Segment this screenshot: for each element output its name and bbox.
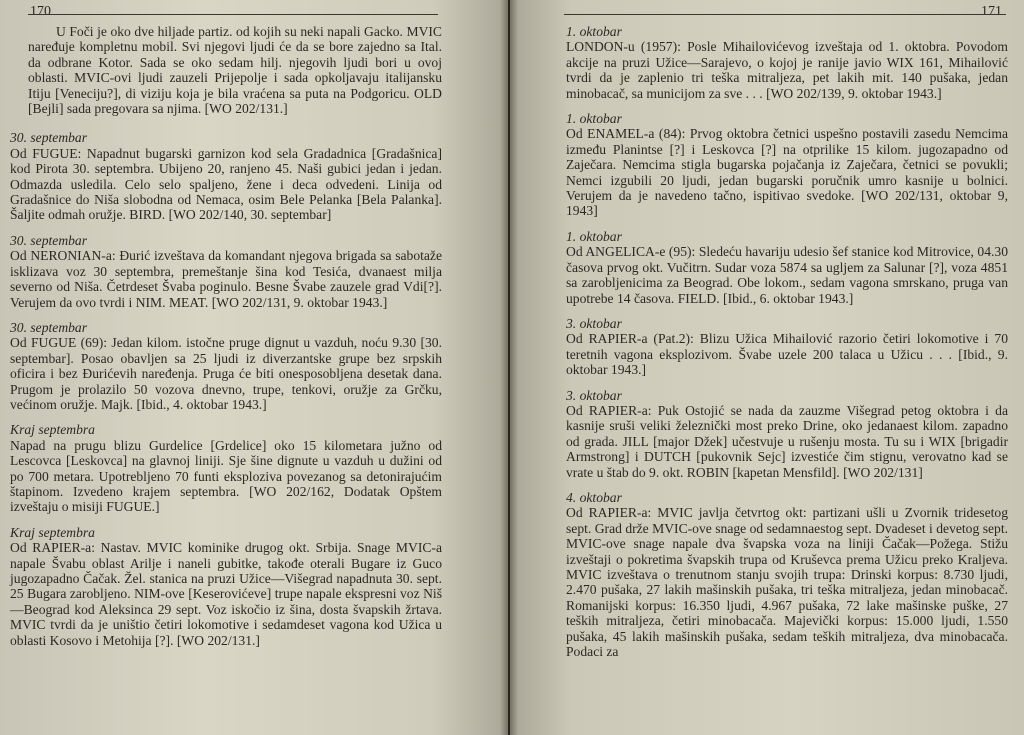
entry-text: Od FUGUE: Napadnut bugarski garnizon kod sela Gradadnica [Gradašnica] kod Pirota 30. septembra. Ubijeno 20, ranjeno 45. Naši gubici jedan i jedan. Odmazda usledila. Celo selo spaljeno, žene i deca odvedeni. Linija od Gradašnice do Niša slobodna od Nemaca, osim Bele Pelanka [Bela Palanka]. Šaljite odmah oružje. BIRD. [WO 202/140, 30. septembar] [10, 145, 442, 223]
entry-text: Od RAPIER-a (Pat.2): Blizu Užica Mihailović razorio četiri lokomotive i 70 teretnih vagona eksplozivom. Švabe uzele 200 talaca u Užicu . . . [Ibid., 9. oktobar 1943.] [566, 331, 1008, 378]
header-rule-left [28, 14, 438, 15]
entry [10, 422, 442, 514]
entry [566, 229, 1008, 306]
entry-text: Od RAPIER-a: MVIC javlja četvrtog okt: partizani ušli u Zvornik tridesetog sept. Grad drže MVIC-ove snage od sedamnaestog sept. Dvadeset i devetog sept. MVIC-ove snage napale dva švapska voza na liniji Čačak—Požega. Stižu izveštaji o pokretima švapskih trupa od Kruševca prema Užicu preko Kraljeva. MVIC izveštava o trenutnom stanju svojih trupa: Drinski korpus: 8.730 ljudi, 2.470 pušaka, 27 lakih mašinskih pušaka, tri teška mitraljeza, jedan minobacač. Romanijski korpus: 16.350 ljudi, 4.967 pušaka, 72 lake mašinske puške, 27 teških mitraljeza, četiri minobacača. Majevički korpus: 15.000 ljudi, 1.550 pušaka, 45 lakih mašinskih pušaka, sedam teških mitraljeza, dva minobacača. Podaci za [566, 505, 1008, 660]
right-page [510, 0, 1024, 735]
page-number-left: 170 [30, 4, 51, 19]
entry-text: Od FUGUE (69): Jedan kilom. istočne pruge dignut u vazduh, noću 9.30 [30. septembar]. Posao obavljen sa 25 ljudi iz diverzantske grupe bez srpskih oficira i bez Đurićevih naređenja. Pruga će biti onesposobljena desetak dana. Prugom je prolazilo 50 vozova dnevno, trupe, tenkovi, oružje za Grčku, većinom oružje. Majk. [Ibid., 4. oktobar 1943.] [10, 335, 442, 412]
continued-paragraph: U Foči je oko dve hiljade partiz. od kojih su neki napali Gacko. MVIC naređuje kompletnu mobil. Svi njegovi ljudi će da se bore zajedno sa Ital. da odbrane Kotor. Sada se oko sedam hilj. njegovih ljudi bori u ovoj oblasti. MVIC-ovi ljudi zauzeli Prijepolje i sada opkoljavaju italijansku Itiju [Veneciju?], di viziju koja je bila vraćena sa puta na Podgoricu. OLD [Bejli] sada pregovara sa njima. [WO 202/131.] [28, 24, 442, 117]
entry [10, 233, 442, 310]
header-rule-right [564, 14, 1006, 15]
entry-date: 1. oktobar [566, 24, 622, 39]
book-gutter [500, 0, 518, 735]
entry-text: Od ANGELICA-e (95): Sledeću havariju udesio šef stanice kod Mitrovice, 04.30 časova prvog okt. Vučitrn. Sudar voza 5874 sa ugljem za Salunar [?], voza 4851 sa zarobljenicima za Beograd. Obe lokom., sedam vagona smrskano, pruga van upotrebe 14 časova. FIELD. [Ibid., 6. oktobar 1943.] [566, 244, 1008, 306]
entry [566, 24, 1008, 101]
entry-date: 3. oktobar [566, 387, 622, 403]
entry-text: Od RAPIER-a: Puk Ostojić se nada da zauzme Višegrad petog oktobra i da kasnije sruši veliki železnički most preko Drine, oko jedanaest kilom. zapadno od grada. JILL [major Džek] učestvuje u rušenju mosta. Tu su i WIX [brigadir Armstrong] i DUTCH [pukovnik Sejc] izvestiće čim stignu, verovatno kad se vrate u štab do 9. okt. ROBIN [kapetan Mensfild]. [WO 202/131] [566, 402, 1008, 480]
entry-date: Kraj septembra [10, 524, 95, 540]
entry-date: 4. oktobar [566, 489, 622, 505]
entry-text: Od RAPIER-a: Nastav. MVIC kominike drugog okt. Srbija. Snage MVIC-a napale Švabu oblast Arilje i naneli gubitke, takođe oterali Bugare iz Guco jugozapadno Čačak. Žel. stanica na pruzi Užice—Višegrad napadnuta 30. sept. 25 Bugara zarobljeno. NIM-ove [Keserovićeve] trupe napale ekspresni voz Niš—Beograd kod Aleksinca 29 sept. Voz iskočio iz šina, dosta švapskih žrtava. MVIC tvrdi da je uništio četiri lokomotive i sedamdeset vagona kod Užica u oblasti Kosovo i Metohija [?]. [WO 202/131.] [10, 540, 442, 648]
entry-date: Kraj septembra [10, 422, 95, 438]
entry [566, 316, 1008, 378]
entry [566, 490, 1008, 659]
entry-date: 1. oktobar [566, 111, 622, 127]
entry [10, 130, 442, 222]
entry [566, 388, 1008, 480]
left-page [0, 0, 508, 735]
entry-date: 30. septembar [10, 130, 88, 146]
entry [566, 111, 1008, 219]
entry-date: 30. septembar [10, 232, 88, 248]
entry-date: 30. septembar [10, 319, 88, 335]
entry [10, 320, 442, 412]
page-number-right: 171 [981, 4, 1002, 19]
right-text-column [566, 24, 1008, 669]
entry-text: Napad na prugu blizu Gurdelice [Grdelice] oko 15 kilometara južno od Lescovca [Leskovca] na glavnoj liniji. Sje šine dignute u vazduh u dužini od po 700 metara. Upotrebljeno 70 funti eksploziva povezanog sa detonirajućim štapinom. Izvedeno krajem septembra. [WO 202/162, Dodatak Opštem izveštaju o misiji FUGUE.] [10, 437, 442, 515]
left-text-column [10, 24, 442, 658]
entry-text: LONDON-u (1957): Posle Mihailovićevog izveštaja od 1. oktobra. Povodom akcije na pruzi Užice—Sarajevo, o kojoj je ranije javio WIX 161, Mihailović tvrdi da je zaplenio tri teška mitraljeza, pet lakih mit. 140 pušaka, jedan minobacač, sa municijom za sve . . . [WO 202/139, 9. oktobar 1943.] [566, 39, 1008, 101]
entry [10, 525, 442, 648]
entry-text: Od NERONIAN-a: Đurić izveštava da komandant njegova brigada sa sabotaže isklizava voz 30 septembra, premeštanje šina kod Tesića, dvanaest milja severno od Niša. Četrdeset Švaba poginulo. Besne Švabe zauzele grad Vdi[?]. Verujem da ovo tvrdi i NIM. MEAT. [WO 202/131, 9. oktobar 1943.] [10, 248, 442, 310]
entry-date: 3. oktobar [566, 315, 622, 331]
entry-text: Od ENAMEL-a (84): Prvog oktobra četnici uspešno postavili zasedu Nemcima između Planintse [?] i Leskovca [?] na otprilike 15 kilom. jugozapadno od Zaječara. Nemcima stigla bugarska pojačanja iz Zaječara, četnici se povukli; Nemci izgubili 20 ljudi, jedan bugarski poručnik umro kasnije u bolnici. Verujem da je navedeno tačno, ispitivao svedoke. [WO 202/131, oktobar 9, 1943] [566, 126, 1008, 219]
entry-date: 1. oktobar [566, 228, 622, 244]
